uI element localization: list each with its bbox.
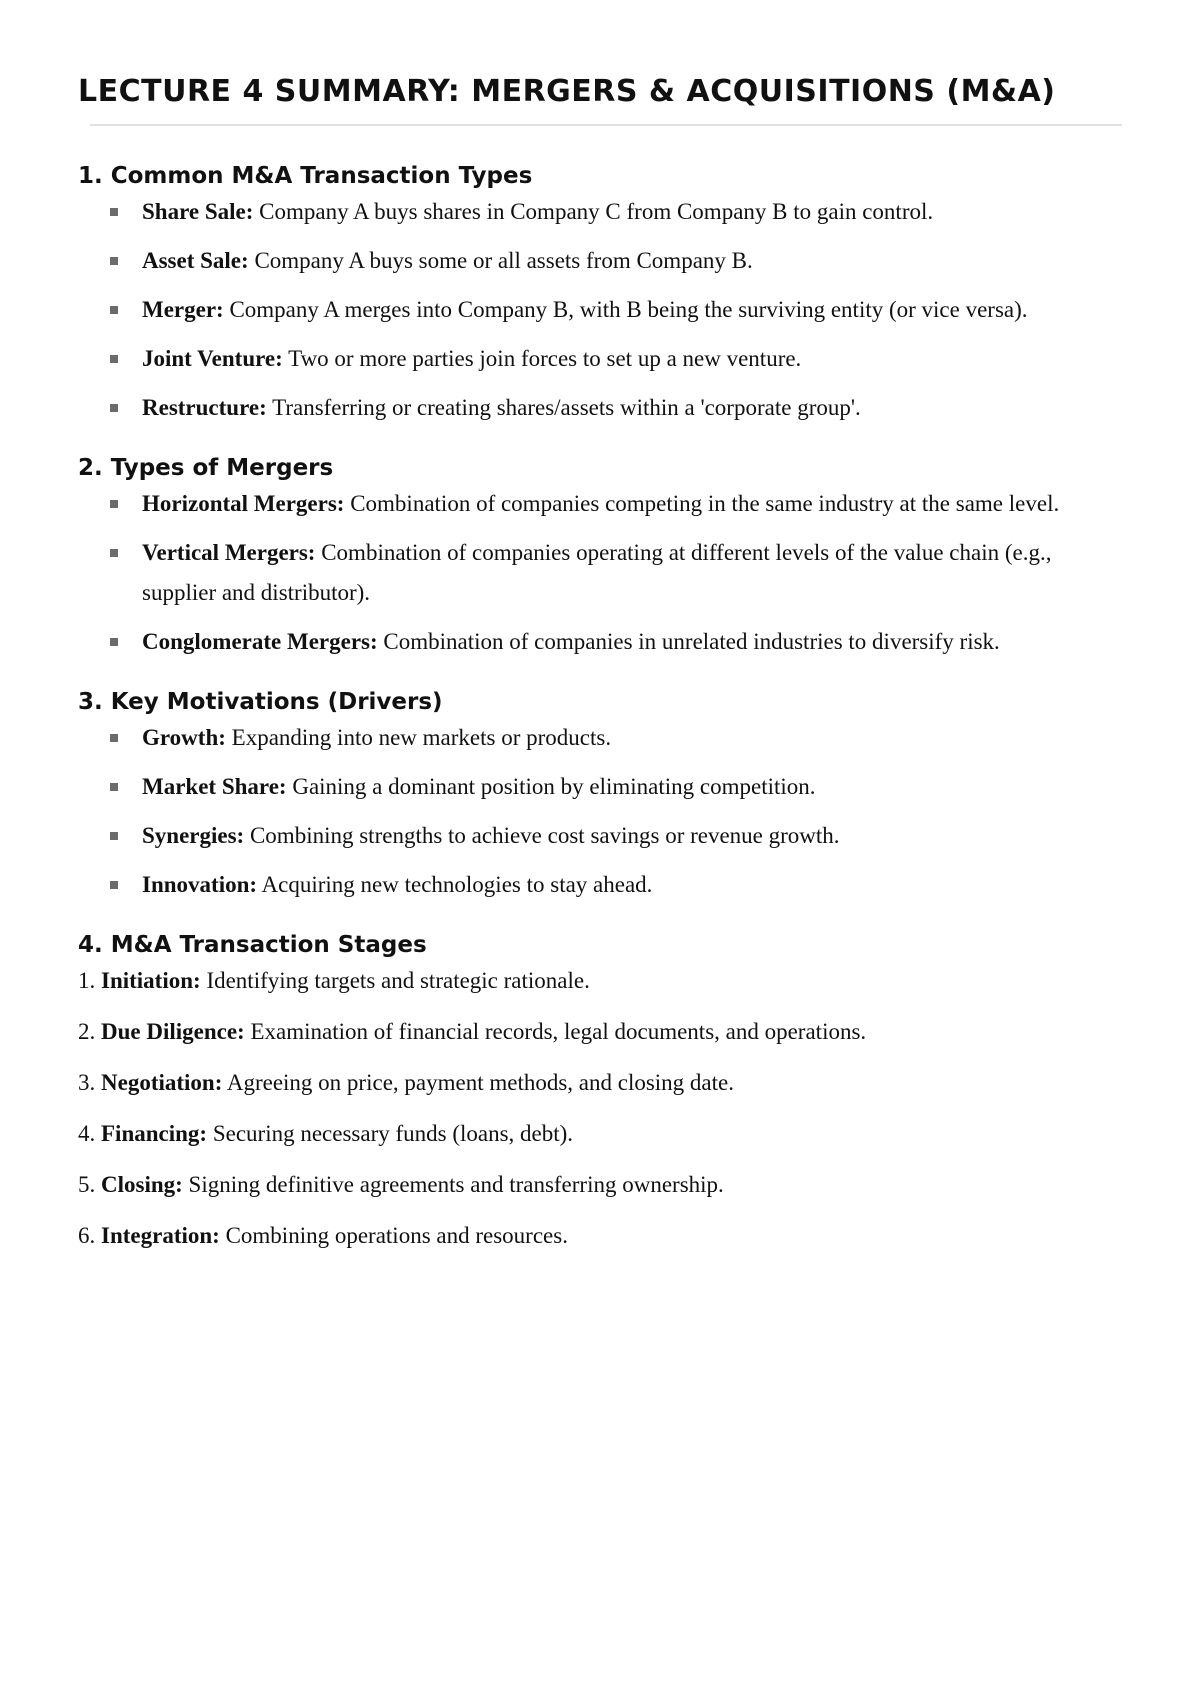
stage-item — [78, 961, 1122, 1001]
list-item — [78, 718, 1118, 758]
item-term: Asset Sale: — [142, 248, 249, 273]
stage-text: Signing definitive agreements and transferring ownership. — [182, 1172, 724, 1197]
item-text: Combining strengths to achieve cost savings or revenue growth. — [244, 823, 840, 848]
item-term: Synergies: — [142, 823, 245, 848]
section-transaction-types — [78, 160, 1122, 428]
stage-item — [78, 1114, 1122, 1154]
item-term: Growth: — [142, 725, 226, 750]
stage-text: Combining operations and resources. — [219, 1223, 568, 1248]
stage-item — [78, 1012, 1122, 1052]
title-block — [78, 70, 1122, 126]
stage-number: 6. — [78, 1223, 101, 1248]
square-bullet-icon — [110, 208, 118, 216]
stage-text: Identifying targets and strategic rationale. — [200, 968, 590, 993]
stage-number: 3. — [78, 1070, 101, 1095]
square-bullet-icon — [110, 404, 118, 412]
square-bullet-icon — [110, 306, 118, 314]
item-term: Vertical Mergers: — [142, 540, 316, 565]
square-bullet-icon — [110, 549, 118, 557]
item-term: Joint Venture: — [142, 346, 283, 371]
item-text: Combination of companies competing in the same industry at the same level. — [344, 491, 1060, 516]
stage-number: 1. — [78, 968, 101, 993]
list-item — [78, 192, 1118, 232]
list-item — [78, 484, 1118, 524]
item-term: Market Share: — [142, 774, 287, 799]
square-bullet-icon — [110, 638, 118, 646]
item-text: Gaining a dominant position by eliminating competition. — [286, 774, 816, 799]
item-text: Two or more parties join forces to set up a new venture. — [282, 346, 802, 371]
square-bullet-icon — [110, 734, 118, 742]
stage-term: Due Diligence: — [101, 1019, 245, 1044]
stage-text: Securing necessary funds (loans, debt). — [207, 1121, 574, 1146]
item-term: Merger: — [142, 297, 224, 322]
item-text: Transferring or creating shares/assets within a 'corporate group'. — [266, 395, 861, 420]
document-page — [78, 70, 1122, 1267]
stage-item — [78, 1216, 1122, 1256]
list-item — [78, 533, 1118, 613]
section-heading: 3. Key Motivations (Drivers) — [78, 689, 443, 715]
list-item — [78, 865, 1118, 905]
stage-term: Negotiation: — [101, 1070, 223, 1095]
section-heading: 2. Types of Mergers — [78, 455, 334, 481]
list-item — [78, 388, 1118, 428]
section-transaction-stages — [78, 929, 1122, 1256]
item-text: Acquiring new technologies to stay ahead. — [257, 872, 653, 897]
square-bullet-icon — [110, 355, 118, 363]
section-key-motivations — [78, 686, 1122, 905]
numbered-list — [78, 961, 1122, 1256]
list-item — [78, 290, 1118, 330]
list-item — [78, 622, 1118, 662]
square-bullet-icon — [110, 783, 118, 791]
item-text: Expanding into new markets or products. — [225, 725, 612, 750]
square-bullet-icon — [110, 832, 118, 840]
section-heading: 1. Common M&A Transaction Types — [78, 163, 533, 189]
bullet-list — [78, 192, 1122, 428]
stage-term: Integration: — [101, 1223, 220, 1248]
page-title: LECTURE 4 SUMMARY: MERGERS & ACQUISITIONS (M&A) — [78, 74, 1056, 109]
list-item — [78, 241, 1118, 281]
list-item — [78, 767, 1118, 807]
square-bullet-icon — [110, 257, 118, 265]
section-heading: 4. M&A Transaction Stages — [78, 932, 427, 958]
stage-number: 5. — [78, 1172, 101, 1197]
stage-term: Financing: — [101, 1121, 208, 1146]
item-text: Company A buys shares in Company C from Company B to gain control. — [253, 199, 934, 224]
stage-text: Agreeing on price, payment methods, and closing date. — [222, 1070, 734, 1095]
list-item — [78, 339, 1118, 379]
item-text: Company A buys some or all assets from Company B. — [248, 248, 753, 273]
stage-term: Closing: — [101, 1172, 183, 1197]
item-text: Combination of companies operating at different levels of the value chain (e.g., supplier and distributor). — [142, 540, 1052, 605]
item-text: Combination of companies in unrelated industries to diversify risk. — [377, 629, 1000, 654]
stage-item — [78, 1063, 1122, 1103]
stage-text: Examination of financial records, legal documents, and operations. — [244, 1019, 867, 1044]
stage-item — [78, 1165, 1122, 1205]
stage-number: 2. — [78, 1019, 101, 1044]
square-bullet-icon — [110, 500, 118, 508]
stage-term: Initiation: — [101, 968, 201, 993]
title-divider — [90, 124, 1122, 126]
bullet-list — [78, 718, 1122, 905]
square-bullet-icon — [110, 881, 118, 889]
item-term: Restructure: — [142, 395, 267, 420]
section-merger-types — [78, 452, 1122, 662]
stage-number: 4. — [78, 1121, 101, 1146]
item-term: Horizontal Mergers: — [142, 491, 345, 516]
item-term: Conglomerate Mergers: — [142, 629, 378, 654]
item-term: Innovation: — [142, 872, 258, 897]
item-text: Company A merges into Company B, with B being the surviving entity (or vice versa). — [223, 297, 1028, 322]
bullet-list — [78, 484, 1122, 662]
list-item — [78, 816, 1118, 856]
item-term: Share Sale: — [142, 199, 254, 224]
